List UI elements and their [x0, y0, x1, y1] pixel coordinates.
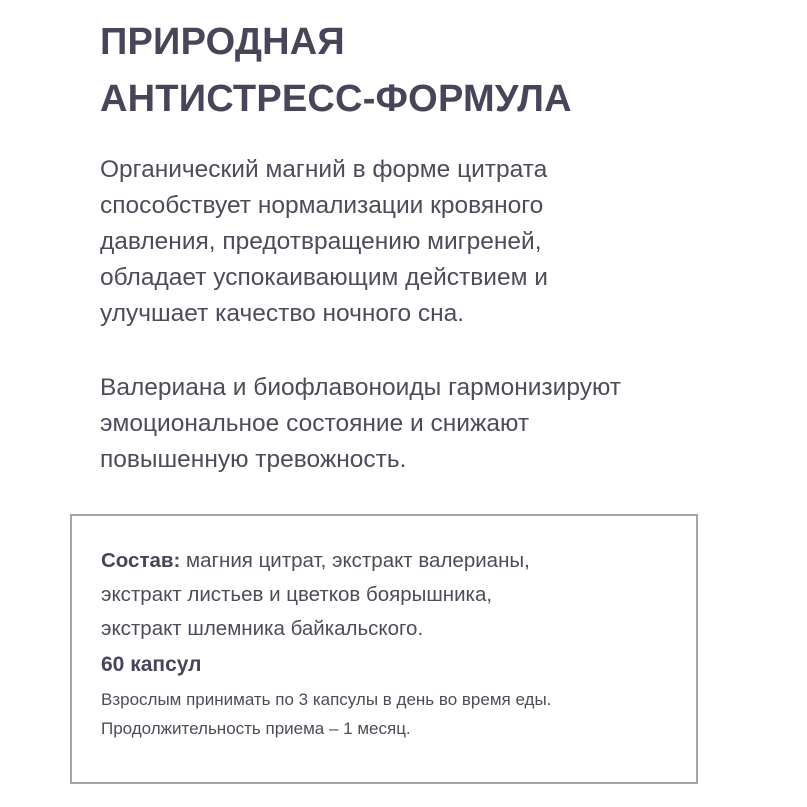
- paragraph-line: повышенную тревожность.: [100, 446, 407, 473]
- valerian-description: [100, 370, 621, 478]
- paragraph-line: способствует нормализации кровяного: [100, 192, 544, 219]
- composition: [101, 544, 530, 646]
- paragraph-line: давления, предотвращению мигреней,: [100, 228, 542, 255]
- paragraph-line: Валериана и биофлавоноиды гармонизируют: [100, 374, 621, 401]
- product-info-box: [70, 514, 698, 784]
- composition-label: Состав:: [101, 549, 181, 572]
- title-line-1: ПРИРОДНАЯ: [100, 21, 345, 63]
- capsule-count: 60 капсул: [101, 653, 202, 676]
- page-title: [100, 14, 572, 128]
- dosage-line: Взрослым принимать по 3 капсулы в день во время еды.: [101, 690, 552, 709]
- composition-line: экстракт листьев и цветков боярышника,: [101, 583, 493, 606]
- paragraph-line: Органический магний в форме цитрата: [100, 156, 548, 183]
- composition-line: экстракт шлемника байкальского.: [101, 617, 424, 640]
- magnesium-description: [100, 152, 548, 332]
- dosage-instructions: [101, 685, 551, 743]
- dosage-line: Продолжительность приема – 1 месяц.: [101, 719, 411, 738]
- composition-line: [101, 544, 530, 578]
- composition-text: магния цитрат, экстракт валерианы,: [180, 549, 530, 572]
- paragraph-line: обладает успокаивающим действием и: [100, 264, 548, 291]
- title-line-2: АНТИСТРЕСС-ФОРМУЛА: [100, 78, 572, 120]
- paragraph-line: улучшает качество ночного сна.: [100, 300, 465, 327]
- paragraph-line: эмоциональное состояние и снижают: [100, 410, 530, 437]
